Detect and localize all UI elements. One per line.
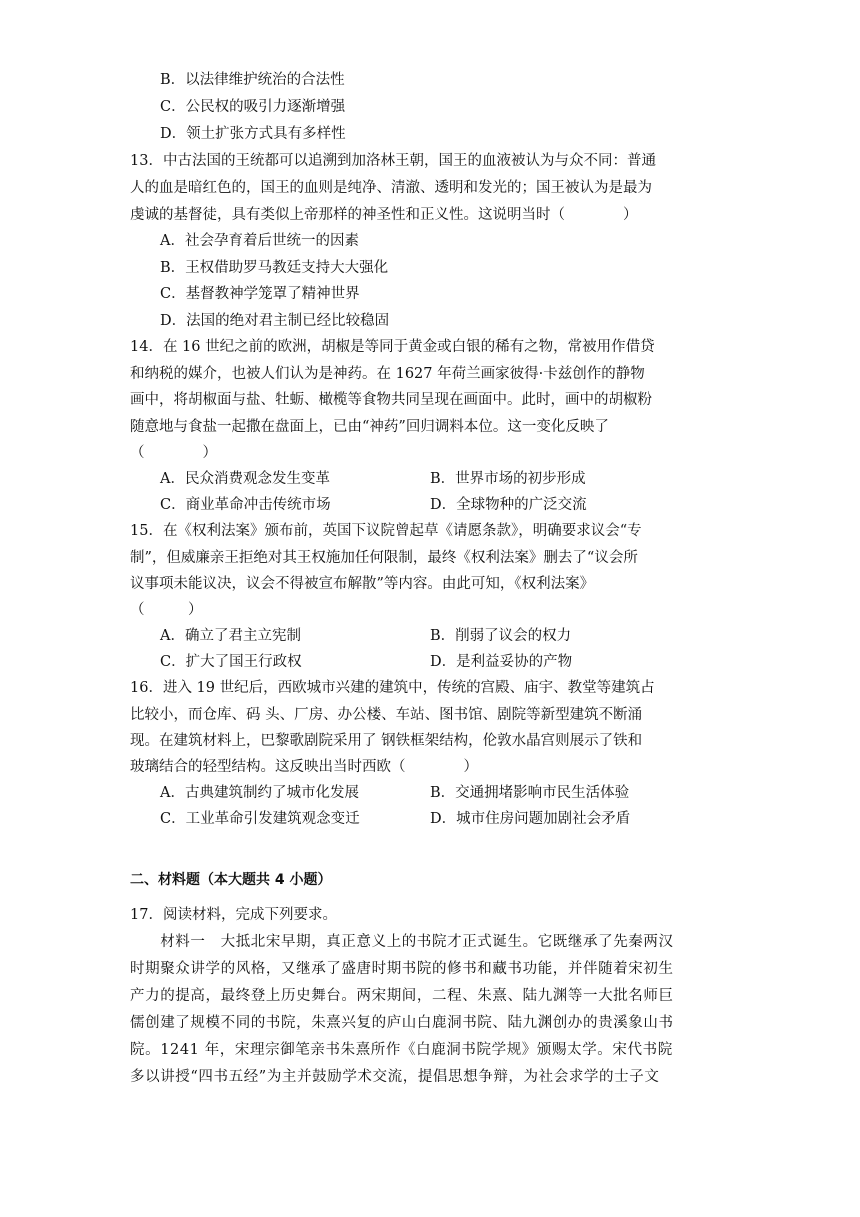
- q17-material-line-4: 儒创建了规模不同的书院，朱熹兴复的庐山白鹿洞书院、陆九渊创办的贵溪象山书: [130, 1015, 674, 1031]
- q12-option-d: D．领土扩张方式具有多样性: [160, 126, 346, 142]
- q13-stem-line-2: 人的血是暗红色的，国王的血则是纯净、清澈、透明和发光的；国王被认为是最为: [130, 180, 652, 196]
- q13-stem-line-3: 虔诚的基督徒，具有类似上帝那样的神圣性和正义性。这说明当时（ ）: [130, 207, 638, 223]
- q14-option-d: D．全球物种的广泛交流: [430, 497, 587, 513]
- q16-stem-line-2: 比较小，而仓库、码 头、厂房、办公楼、车站、图书馆、剧院等新型建筑不断涌: [130, 707, 643, 723]
- q12-option-b: B．以法律维护统治的合法性: [160, 72, 345, 88]
- q15-answer-blank: （ ）: [130, 602, 203, 618]
- q16-option-b: B．交通拥堵影响市民生活体验: [430, 785, 630, 801]
- q15-option-b: B．削弱了议会的权力: [430, 628, 572, 644]
- q15-option-d: D．是利益妥协的产物: [430, 654, 573, 670]
- q15-stem-line-2: 制”，但威廉亲王拒绝对其王权施加任何限制，最终《权利法案》删去了“议会所: [130, 550, 638, 566]
- q17-material-line-2: 时期聚众讲学的风格，又继承了盛唐时期书院的修书和藏书功能，并伴随着宋初生: [130, 961, 674, 977]
- q13-option-a: A．社会孕育着后世统一的因素: [160, 233, 359, 249]
- q15-stem-line-1: 15．在《权利法案》颁布前，英国下议院曾起草《请愿条款》，明确要求议会“专: [130, 523, 642, 539]
- q17-material-line-5: 院。1241 年，宋理宗御笔亲书朱熹所作《白鹿洞书院学规》颁赐太学。宋代书院: [130, 1042, 673, 1058]
- q17-material-line-6: 多以讲授“四书五经”为主并鼓励学术交流，提倡思想争辩，为社会求学的士子文: [130, 1069, 660, 1085]
- q14-answer-blank: （ ）: [130, 445, 217, 461]
- q17-intro: 17．阅读材料，完成下列要求。: [130, 907, 337, 923]
- q14-stem-line-2: 和纳税的媒介，也被人们认为是神药。在 1627 年荷兰画家彼得·卡兹创作的静物: [130, 366, 645, 382]
- q13-option-d: D．法国的绝对君主制已经比较稳固: [160, 313, 390, 329]
- q14-option-c: C．商业革命冲击传统市场: [160, 497, 331, 513]
- q13-option-b: B．王权借助罗马教廷支持大大强化: [160, 260, 389, 276]
- q16-stem-line-3: 现。在建筑材料上，巴黎歌剧院采用了 钢铁框架结构，伦敦水晶宫则展示了铁和: [130, 733, 643, 749]
- q13-stem-line-1: 13．中古法国的王统都可以追溯到加洛林王朝，国王的血液被认为与众不同：普通: [130, 153, 656, 169]
- q13-option-c: C．基督教神学笼罩了精神世界: [160, 286, 360, 302]
- q17-material-line-3: 产力的提高，最终登上历史舞台。两宋期间，二程、朱熹、陆九渊等一大批名师巨: [130, 988, 674, 1004]
- q16-option-c: C．工业革命引发建筑观念变迁: [160, 811, 360, 827]
- q12-option-c: C．公民权的吸引力逐渐增强: [160, 99, 346, 115]
- section-heading: 二、材料题（本大题共 4 小题）: [130, 872, 332, 888]
- q15-option-a: A．确立了君主立宪制: [160, 628, 301, 644]
- q16-stem-line-4: 玻璃结合的轻型结构。这反映出当时西欧（ ）: [130, 759, 478, 775]
- q14-stem-line-3: 画中，将胡椒面与盐、牡蛎、橄榄等食物共同呈现在画面中。此时，画中的胡椒粉: [130, 392, 652, 408]
- q15-stem-line-3: 议事项未能议决，议会不得被宣布解散”等内容。由此可知，《权利法案》: [130, 576, 595, 592]
- q14-stem-line-4: 随意地与食盐一起撒在盘面上，已由“神药”回归调料本位。这一变化反映了: [130, 419, 609, 435]
- q14-stem-line-1: 14．在 16 世纪之前的欧洲，胡椒是等同于黄金或白银的稀有之物，常被用作借贷: [130, 339, 655, 355]
- q16-stem-line-1: 16．进入 19 世纪后，西欧城市兴建的建筑中，传统的宫殿、庙宇、教堂等建筑占: [130, 680, 655, 696]
- q14-option-a: A．民众消费观念发生变革: [160, 471, 330, 487]
- q16-option-a: A．古典建筑制约了城市化发展: [160, 785, 359, 801]
- q15-option-c: C．扩大了国王行政权: [160, 654, 302, 670]
- q17-material-line-1: 材料一 大抵北宋早期，真正意义上的书院才正式诞生。它既继承了先秦两汉: [130, 934, 674, 950]
- q14-option-b: B．世界市场的初步形成: [430, 471, 586, 487]
- q16-option-d: D．城市住房问题加剧社会矛盾: [430, 811, 631, 827]
